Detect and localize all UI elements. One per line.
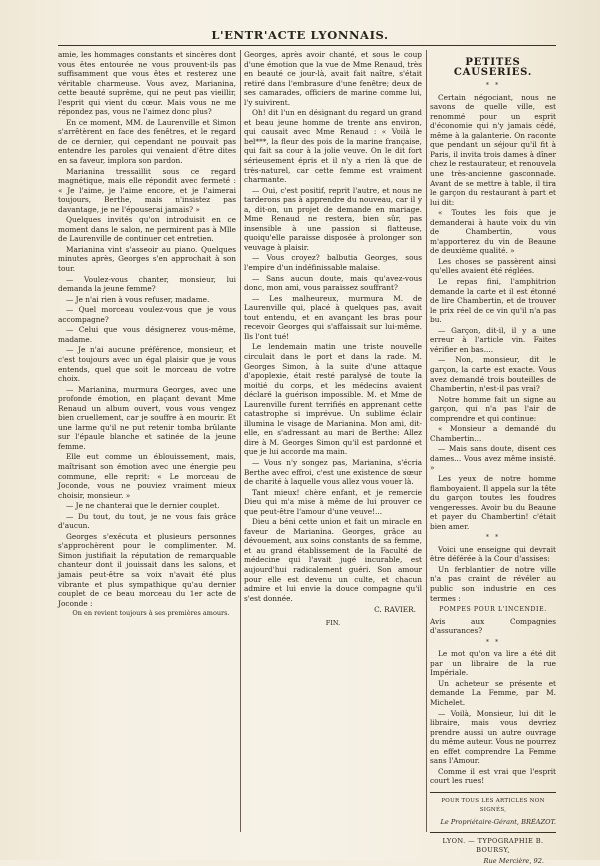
paragraph: Les yeux de notre homme flamboyaient. Il appela sur la tête du garçon toutes les foudres vengeresses. Avoir bu du Beaune et payer du Chambertin! c'était bien amer. (430, 473, 556, 531)
paragraph: Georges, après avoir chanté, et sous le coup d'une émotion que la vue de Mme Renaud, très en beauté ce jour-là, avait fait naître, s'était retiré dans l'embrasure d'une fenêtre; deux de ses camarades, officiers de marine comme lui, l'y suivirent. (244, 50, 422, 107)
paragraph: Un ferblantier de notre ville n'a pas craint de révéler au public son industrie en ces termes : (430, 564, 556, 603)
separator-stars: * * (485, 533, 501, 542)
printer-address: Rue Mercière, 92. (483, 856, 544, 865)
paragraph: Dieu a béni cette union et fait un miracle en faveur de Marianina. Georges, grâce au dévouement, aux soins constants de sa femme, et au grand établissement de la Faculté de médecine qui l'avait jugé incurable, est aujourd'hui radicalement guéri. Son amour pour elle est devenu un culte, et chacun admire et lui envie la douce compagne qu'il s'est donnée. (244, 517, 422, 603)
section-title: PETITES CAUSERIES. (453, 57, 533, 78)
column-divider (240, 50, 241, 832)
paragraph: Un acheteur se présente et demande La Femme, par M. Michelet. (430, 678, 556, 707)
paragraph: Les choses se passèrent ainsi qu'elles avaient été réglées. (430, 256, 556, 276)
closing-line: On en revient toujours à ses premières amours. (72, 609, 230, 618)
paragraph: — Du tout, du tout, je ne vous fais grâce d'aucun. (58, 511, 236, 531)
paragraph: En ce moment, MM. de Laurenville et Simon s'arrêtèrent en face des fenêtres, et le regard de ce dernier, qui cependant ne pouvait pas entendre les paroles qui venaient d'être dites en sa faveur, implora son pardon. (58, 117, 236, 166)
column-divider (426, 50, 427, 832)
header-rule (58, 45, 556, 46)
column-2 (244, 50, 422, 840)
footer-rule (430, 832, 556, 833)
column-3 (430, 50, 556, 865)
paragraph: Le mot qu'on va lire a été dit par un libraire de la rue Impériale. (430, 649, 556, 678)
paragraph: Le lendemain matin une triste nouvelle circulait dans le port et dans la rade. M. Georges Simon, à la suite d'une attaque d'apoplexie, était resté paralysé de toute la moitié du corps, et les médecins avaient déclaré la guérison impossible. M. et Mme de Laurenville furent terrifiés en apprenant cette catastrophe si imprévue. Un sublime éclair illumina le visage de Marianina. Mon ami, dit-elle, en s'adressant au mari de Berthe: Allez dire à M. Georges Simon qu'il est pardonné et que je lui accorde ma main. (244, 342, 422, 457)
column-1 (58, 50, 236, 840)
publisher-signature: Le Propriétaire-Gérant, BRÉAZOT. (440, 818, 556, 827)
paragraph: — Quel morceau voulez-vous que je vous accompagne? (58, 305, 236, 324)
paragraph: Certain négociant, nous ne savons de quelle ville, est renommé pour un esprit d'économie qui n'y jamais cédé, même à la galanterie. On raconte que pendant un séjour qu'il fit à Paris, il invita trois dames à dîner chez le restaurateur, et renouvela une très-ancienne gasconnade. Avant de se mettre à table, il tira le garçon du restaurant à part et lui dit: (430, 92, 556, 207)
paragraph: Georges s'exécuta et plusieurs personnes s'approchèrent pour le complimenter. M. Simon justifiait la réputation de remarquable chanteur dont il jouissait dans les salons, et jamais peut-être sa voix n'avait été plus vibrante et plus sympathique qu'au dernier couplet de ce beau morceau du 1er acte de Joconde : (58, 531, 236, 608)
paragraph: Notre homme fait un signe au garçon, qui n'a pas l'air de comprendre et qui continue: (430, 394, 556, 423)
paragraph: — Voilà, Monsieur, lui dit le libraire, mais vous devriez prendre aussi un autre ouvrage du même auteur. Vous ne pourrez en effet comprendre La Femme sans l'Amour. (430, 708, 556, 766)
paragraph: Avis aux Compagnies d'assurances? (430, 616, 556, 636)
paragraph: — Je n'ai rien à vous refuser, madame. (66, 294, 210, 304)
paragraph: « Monsieur a demandé du Chambertin... (430, 424, 556, 443)
paragraph: Oh! dit l'un en désignant du regard un grand et beau jeune homme de trente ans environ, qui causait avec Mme Renaud : « Voilà le bel***, la fleur des pois de la marine française, qui fait sa cour à la jolie veuve. On le dit fort sérieusement épris et il n'y a rien là que de très-naturel, car cette femme est vraiment charmante. (244, 108, 422, 185)
paragraph: Comme il est vrai que l'esprit court les rues! (430, 766, 556, 786)
paragraph: — Vous n'y songez pas, Marianina, s'écria Berthe avec effroi, c'est une existence de sœur de charité à laquelle vous allez vous vouer là. (244, 457, 422, 487)
paragraph: — Garçon, dit-il, il y a une erreur à l'article vin. Faites vérifier en bas.... (430, 325, 556, 354)
paragraph: — Je n'ai aucune préférence, monsieur, et c'est toujours avec un égal plaisir que je vous entends, quel que soit le morceau de votre choix. (58, 345, 236, 384)
printer-imprint: LYON. — TYPOGRAPHIE B. BOURSY, (442, 836, 544, 855)
separator-stars: * * (485, 637, 501, 646)
paragraph: — Je ne chanterai que le dernier couplet. (66, 501, 220, 511)
page-header: L'ENTR'ACTE LYONNAIS. (211, 28, 389, 42)
paragraph: — Marianina, murmura Georges, avec une profonde émotion, en plaçant devant Mme Renaud un album ouvert, vous vous vengez bien cruellement, car je souffre à en mourir. Et une larme qu'il ne put retenir tomba brûlante sur l'épaule blanche et satinée de la jeune femme. (58, 384, 236, 451)
paragraph: — Vous croyez? balbutia Georges, sous l'empire d'un indéfinissable malaise. (244, 253, 422, 273)
author-signature: C. RAVIER. (374, 605, 416, 615)
paragraph: — Oui, c'est positif, reprit l'autre, et nous ne tarderons pas à apprendre du nouveau, car il y a, dit-on, un projet de demande en mariage. Mme Renaud ne restera, bien sûr, pas insensible à une passion si flatteuse, quoiqu'elle paraisse disposée à prolonger son veuvage à plaisir. (244, 185, 422, 252)
shop-sign-text: POMPES POUR L'INCENDIE. (439, 606, 547, 614)
paragraph: — Sans aucun doute, mais qu'avez-vous donc, mon ami, vous paraissez souffrant? (244, 273, 422, 293)
paragraph: — Celui que vous désignerez vous-même, madame. (58, 325, 236, 344)
paragraph: — Non, monsieur, dit le garçon, la carte est exacte. Vous avez demandé trois bouteilles de Chambertin, n'est-il pas vrai? (430, 355, 556, 394)
end-marker: FIN. (325, 618, 341, 627)
paragraph: Tant mieux! chère enfant, et je remercie Dieu qui m'a mise à même de lui prouver ce que peut-être l'amour d'une veuve!... (244, 487, 422, 516)
paragraph: Marianina tressaillit sous ce regard magnétique, mais elle répondit avec fermeté : « Je l'aime, je l'aime encore, et je l'aimerai toujours, Berthe, mais n'insistez pas davantage, je ne l'épouserai jamais? » (58, 166, 236, 214)
paragraph: — Mais sans doute, disent ces dames... Vous avez même insisté. » (430, 444, 556, 473)
paragraph: « Toutes les fois que je demanderai à haute voix du vin de Chambertin, vous m'apporterez du vin de Beaune de deuxième qualité. » (430, 208, 556, 256)
separator-stars: * * (485, 81, 501, 90)
paragraph: — Voulez-vous chanter, monsieur, lui demanda la jeune femme? (58, 274, 236, 294)
paragraph: amie, les hommages constants et sincères dont vous êtes entourée ne vous prouvent-ils pas suffisamment que vous êtes et resterez une véritable charmeuse. Vous avez, Marianina, cette beauté suprême, qui ne peut pas vieillir, l'esprit qui vient du cœur. Mais vous ne me répondez pas, vous ne l'aimez donc plus? (58, 50, 236, 117)
paragraph: — Les malheureux, murmura M. de Laurenville qui, placé à quelques pas, avait tout entendu, et en avançant les bras pour recevoir Georges qui s'affaissait sur lui-même. Ils l'ont tué! (244, 293, 422, 341)
footer-rule (430, 792, 556, 793)
unsigned-articles-note: POUR TOUS LES ARTICLES NON SIGNÉS, (441, 797, 545, 814)
paragraph: Le repas fini, l'amphitrion demande la carte et il est étonné de lire Chambertin, et de trouver le prix réel de ce vin qu'il n'a pas bu. (430, 277, 556, 325)
paragraph: Quelques invités qu'on introduisit en ce moment dans le salon, ne permirent pas à Mlle de Laurenville de continuer cet entretien. (58, 215, 236, 244)
paragraph: Voici une enseigne qui devrait être déférée à la Cour d'assises: (430, 544, 556, 564)
paragraph: Elle eut comme un éblouissement, mais, maîtrisant son émotion avec une énergie peu commune, elle reprit: « Le morceau de Joconde, vous ne pouviez vraiment mieux choisir, monsieur. » (58, 452, 236, 500)
paragraph: Marianina vint s'asseoir au piano. Quelques minutes après, Georges s'en approchait à son tour. (58, 244, 236, 274)
